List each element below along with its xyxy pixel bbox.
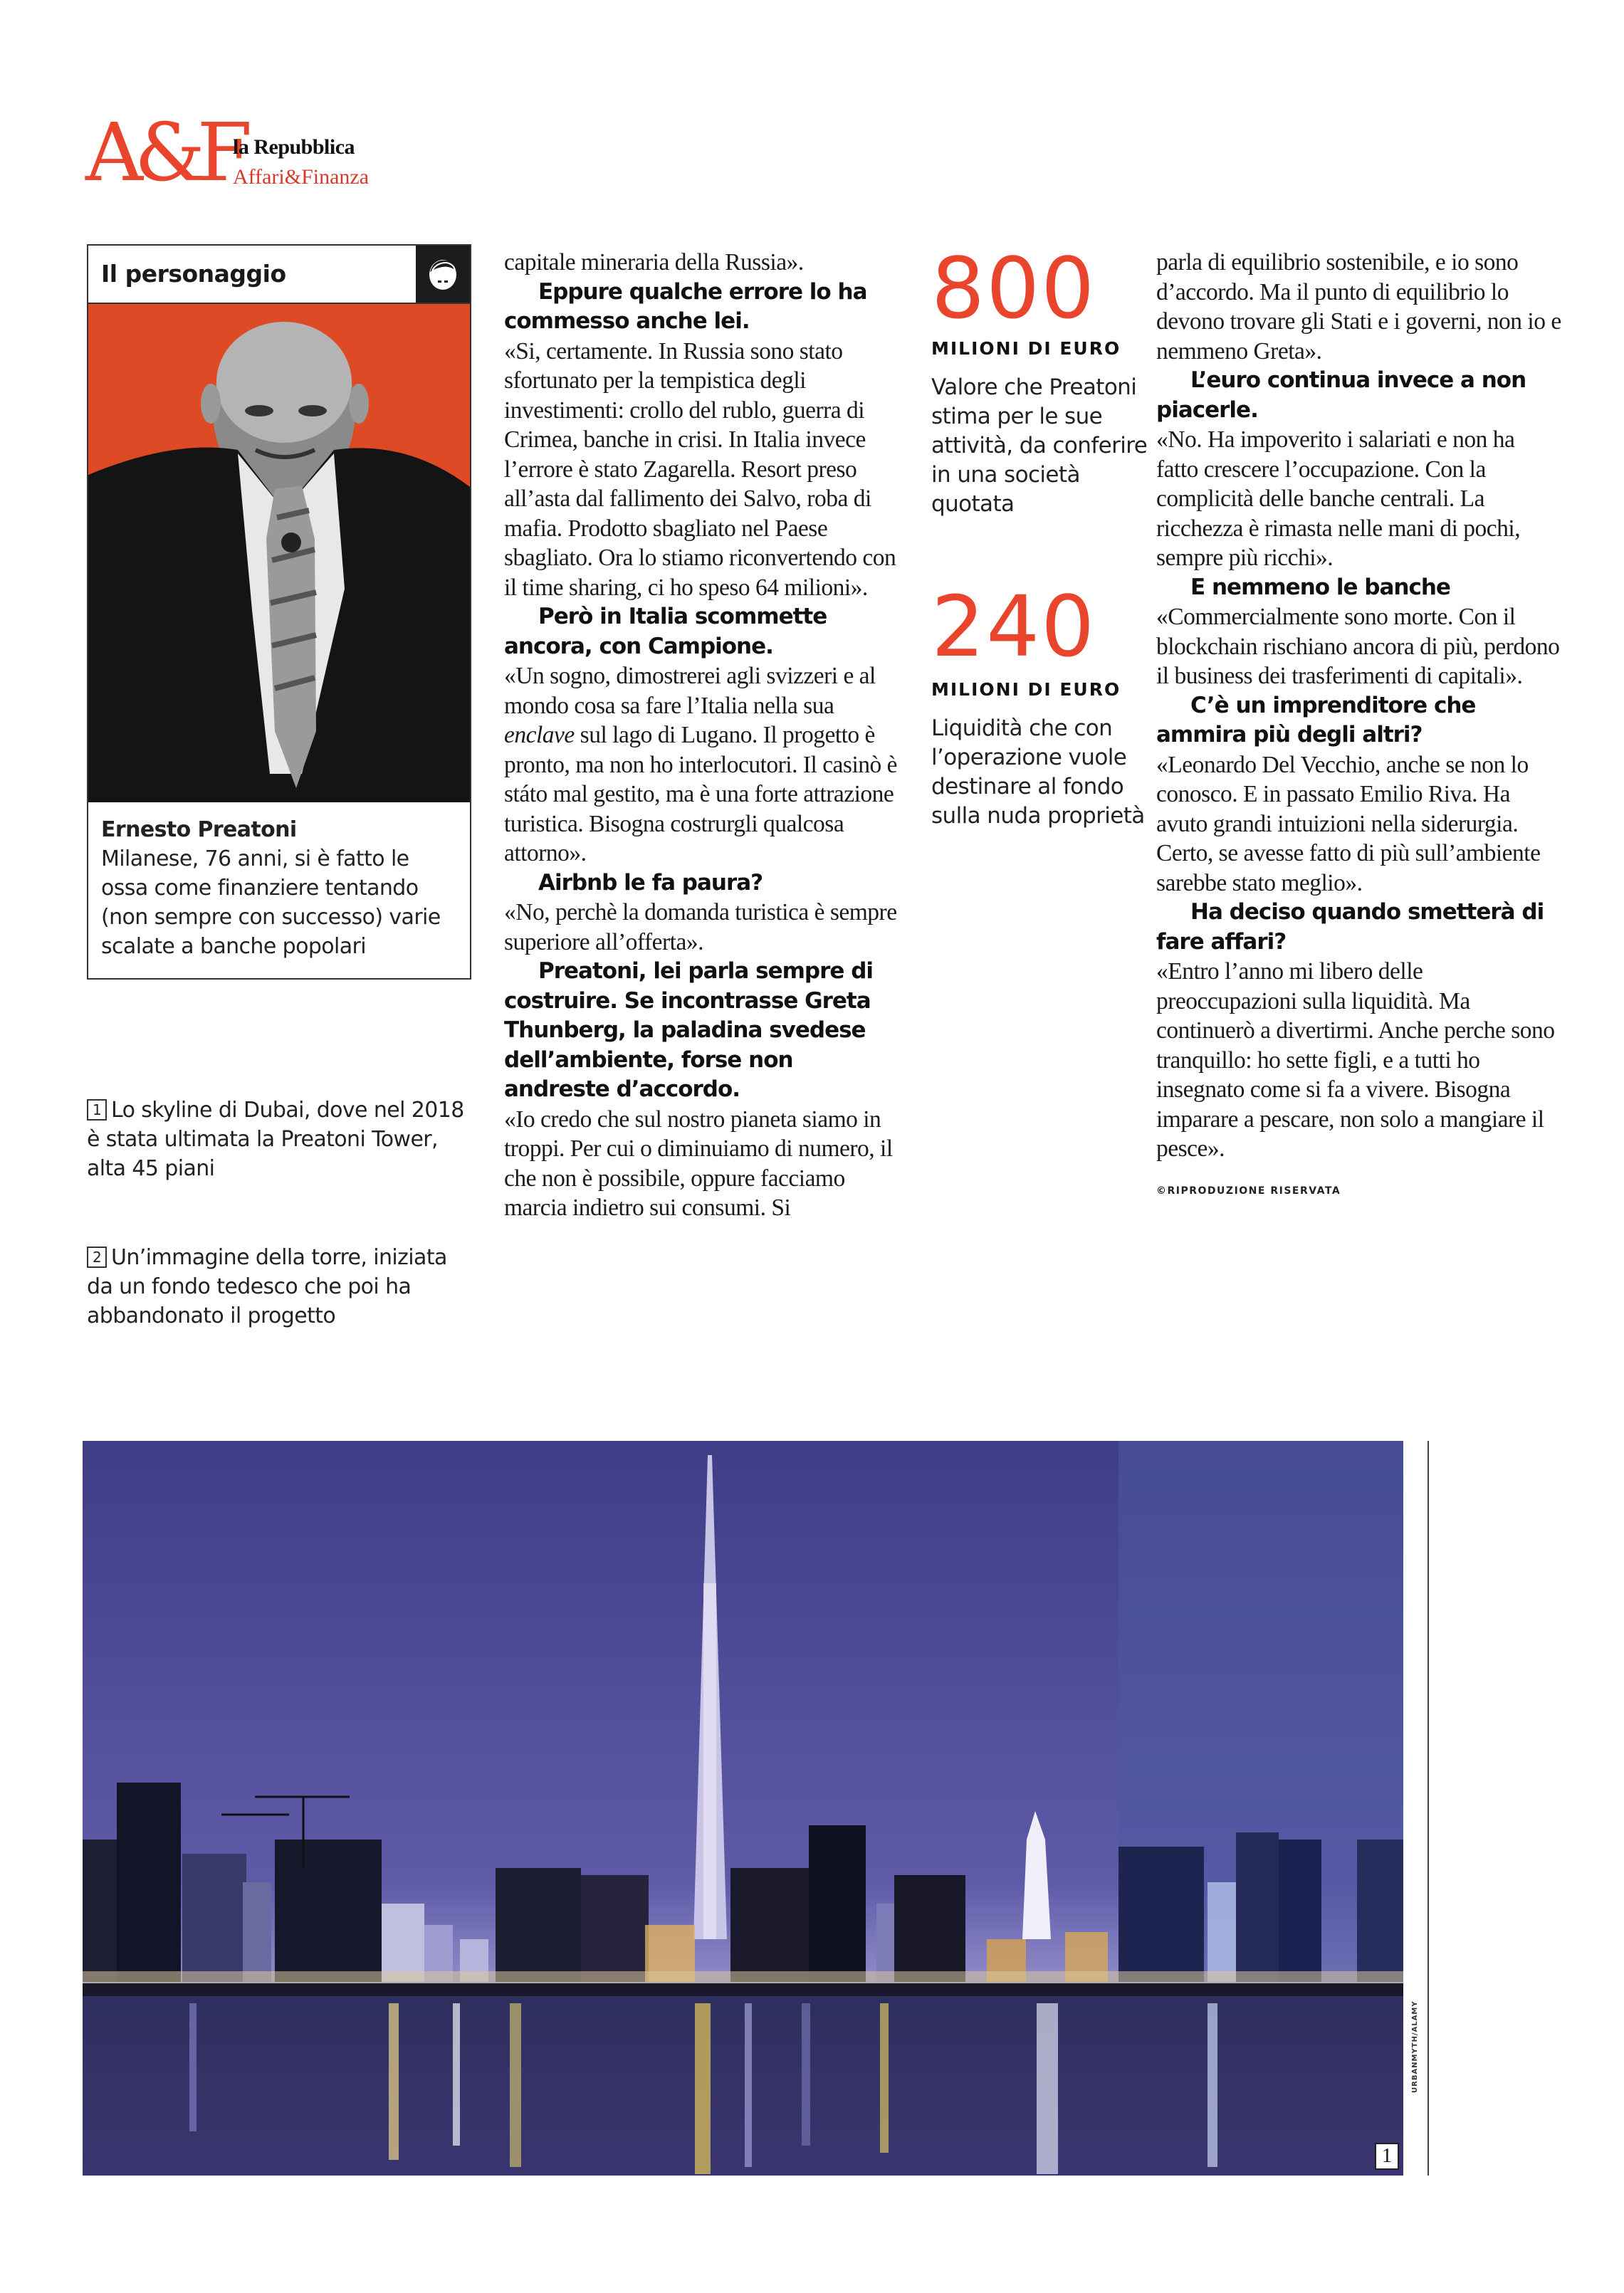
stat-description: Valore che Preatoni stima per le sue attività, da conferire in una società quotata bbox=[931, 374, 1148, 517]
photo-number-badge: 2 bbox=[87, 1247, 107, 1268]
answer-text: «Io credo che sul nostro pianeta siamo in troppi. Per cui o diminuiamo di numero, il che non è possibile, oppure facciamo marcia indietro sui consumi. Si bbox=[504, 1106, 893, 1221]
column-rule bbox=[1427, 1441, 1429, 2176]
answer-text: «Leonardo Del Vecchio, anche se non lo conosco. E in passato Emilio Riva. Ha avuto grandi intuizioni nella siderurgia. Certo, se avesse fatto di più sull’ambiente sarebbe stato meglio». bbox=[1156, 751, 1541, 896]
question-text: Preatoni, lei parla sempre di costruire. Se incontrasse Greta Thunberg, la paladina svedese dell’ambiente, forse non andreste d’accordo. bbox=[504, 958, 874, 1102]
question-text: Eppure qualche errore lo ha commesso anche lei. bbox=[504, 278, 867, 334]
article-column-1 bbox=[504, 248, 903, 1223]
stat-unit: MILIONI DI EURO bbox=[931, 338, 1121, 359]
stat-unit: MILIONI DI EURO bbox=[931, 679, 1121, 700]
photo-number-badge: 1 bbox=[87, 1099, 107, 1121]
profile-card-header bbox=[88, 246, 470, 304]
question-text: Airbnb le fa paura? bbox=[538, 869, 763, 896]
answer-text: «Si, certamente. In Russia sono stato sfortunato per la tempistica degli investimenti: crollo del rublo, guerra di Crimea, banche in crisi. In Italia invece l’errore è stato Zagarella. Resort preso all’asta dal fallimento dei Salvo, roba di mafia. Prodotto sbagliato nel Paese sbagliato. Ora lo stiamo riconvertendo con il time sharing, ci ho speso 64 milioni». bbox=[504, 337, 896, 601]
answer-text: «No. Ha impoverito i salariati e non ha fatto crescere l’occupazione. Con la complicità delle banche centrali. La ricchezza è rimasta nelle mani di pochi, sempre più ricchi». bbox=[1156, 426, 1521, 571]
article-column-3 bbox=[1156, 248, 1562, 1206]
stat-value: 240 bbox=[931, 577, 1096, 676]
question-text: L’euro continua invece a non piacerle. bbox=[1156, 367, 1526, 423]
question-text: E nemmeno le banche bbox=[1190, 574, 1450, 600]
answer-text: parla di equilibrio sostenibile, e io sono d’accordo. Ma il punto di equilibrio lo devono trovare gli Stati e i governi, non io e nemmeno Greta». bbox=[1156, 249, 1561, 364]
profile-card-title: Il personaggio bbox=[101, 260, 286, 288]
photo-caption-text: Un’immagine della torre, iniziata da un fondo tedesco che poi ha abbandonato il progetto bbox=[87, 1245, 447, 1328]
photo-number-badge: 1 bbox=[1375, 2143, 1399, 2170]
answer-text: «Entro l’anno mi libero delle preoccupazioni sulla liquidità. Ma continuerò a divertirmi. Anche perche sono tranquillo: ho sette figli, e a tutti ho insegnato come si fa a vivere. Bisogna imparare a pescare, non solo a mangiare il pesce». bbox=[1156, 958, 1555, 1162]
portrait-photo bbox=[88, 304, 470, 802]
photo-caption-1 bbox=[87, 1096, 464, 1183]
stat-value: 800 bbox=[931, 239, 1096, 337]
answer-text: capitale mineraria della Russia». bbox=[504, 249, 804, 276]
profile-name: Ernesto Preatoni bbox=[101, 817, 297, 842]
profile-bio: Milanese, 76 anni, si è fatto le ossa come finanziere tentando (non sempre con successo) varie scalate a banche popolari bbox=[101, 846, 441, 959]
photo-caption-text: Lo skyline di Dubai, dove nel 2018 è stata ultimata la Preatoni Tower, alta 45 piani bbox=[87, 1098, 464, 1181]
person-face-icon bbox=[416, 246, 470, 303]
emphasis-word: enclave bbox=[504, 722, 575, 748]
profile-card bbox=[87, 244, 471, 980]
publication-name: la Repubblica bbox=[233, 135, 355, 159]
copyright-notice: ©RIPRODUZIONE RISERVATA bbox=[1156, 1185, 1341, 1197]
profile-caption bbox=[101, 815, 457, 961]
question-text: C’è un imprenditore che ammira più degli altri? bbox=[1156, 692, 1476, 747]
stat-block-2 bbox=[931, 577, 1159, 831]
answer-text: «Commercialmente sono morte. Con il blockchain rischiano ancora di più, perdono il business dei trasferimenti di capitali». bbox=[1156, 604, 1560, 689]
photo-credit: URBANMYTH/ALAMY bbox=[1411, 2000, 1419, 2093]
answer-text: «No, perchè la domanda turistica è sempre superiore all’offerta». bbox=[504, 899, 897, 955]
stat-description: Liquidità che con l’operazione vuole destinare al fondo sulla nuda proprietà bbox=[931, 715, 1145, 829]
photo-caption-2 bbox=[87, 1243, 464, 1331]
question-text: Però in Italia scommette ancora, con Campione. bbox=[504, 604, 827, 659]
af-logo: A&F bbox=[85, 107, 244, 199]
section-name: Affari&Finanza bbox=[233, 165, 370, 189]
answer-text: «Un sogno, dimostrerei agli svizzeri e al mondo cosa sa fare l’Italia nella sua enclave sul lago di Lugano. Il progetto è pronto, ma non ho interlocutori. Il casinò è státo mal gestito, ma è una forte attrazione turistica. Bisogna costrurgli qualcosa attorno». bbox=[504, 663, 898, 866]
dubai-skyline-photo bbox=[83, 1441, 1403, 2176]
question-text: Ha deciso quando smetterà di fare affari? bbox=[1156, 899, 1544, 955]
stat-block-1 bbox=[931, 239, 1159, 519]
